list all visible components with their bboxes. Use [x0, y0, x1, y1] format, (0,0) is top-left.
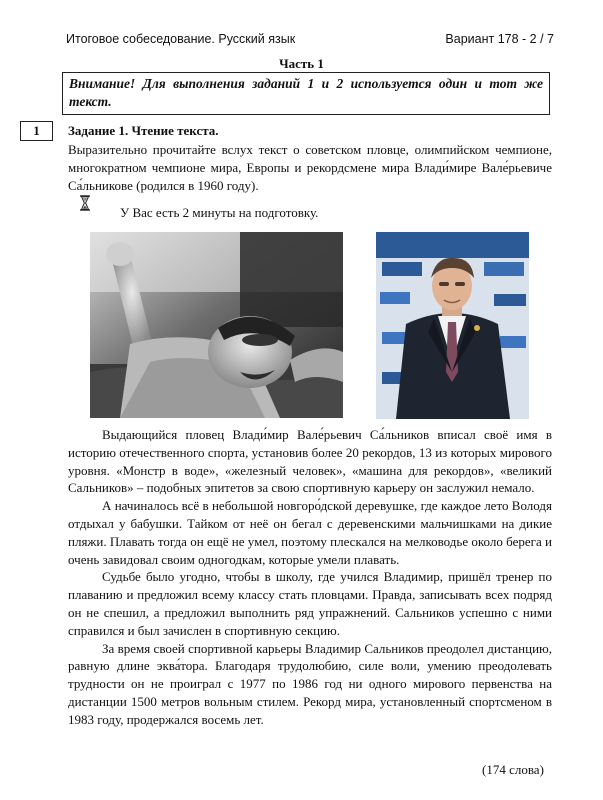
variant-page-number: Вариант 178 - 2 / 7	[445, 32, 554, 46]
text-paragraph: За время своей спортивной карьеры Владимир Сальников преодолел дистанцию, равную длине эква́тора. Благодаря трудолюбию, силе воли, умению преодолевать трудности он не проиграл с 1977 по 1986 год ни одного мирового первенства на дистанции 1500 метров вольным стилем. Рекорд мира, установленный спортсменом в 1983 году, продержался восемь лет.	[68, 640, 552, 727]
task-title: Задание 1. Чтение текста.	[68, 123, 219, 138]
swimmer-celebration-photo	[90, 232, 343, 418]
text-paragraph: А начиналось всё в небольшой новгоро́дской деревушке, где каждое лето Володя отдыхал у бабушки. Тайком от неё он бегал с деревенскими мальчишками на дикие пляжи. Плавать тогда он ещё не умел, поэтому плескался на мелководье около берега и очень завидовал своим одногодкам, которые умели плавать.	[68, 498, 552, 567]
part-title: Часть 1	[279, 56, 324, 71]
text-paragraph: Судьбе было угодно, чтобы в школу, где учился Владимир, пришёл тренер по плаванию и предложил всему классу стать пловцами. Правда, записывать всех подряд он не спешил, а предложил выполнить ряд упражнений. Сальников успешно с ними справился и был зачислен в спортивную секцию.	[68, 569, 552, 638]
text-paragraph: Выдающийся пловец Влади́мир Вале́рьевич Са́льников вписал своё имя в историю отечественного спорта, установив более 20 рекордов, 13 из которых мирового уровня. «Монстр в воде», «железный человек», «машина для рекордов», «великий Сальников» – подобных эпитетов за свою спортивную карьеру он заслужил немало.	[68, 427, 552, 496]
task-instructions: Выразительно прочитайте вслух текст о советском пловце, олимпийском чемпионе, многократном чемпионе мира, Европы и рекордсмене мира Влади́мире Вале́рьевиче Са́льникове (родился в 1960 году).	[68, 142, 552, 193]
exam-title: Итоговое собеседование. Русский язык	[66, 32, 296, 46]
official-portrait-photo	[376, 232, 529, 419]
hourglass-icon	[78, 195, 92, 211]
word-count: (174 слова)	[482, 762, 544, 777]
task-number-box: 1	[20, 121, 53, 141]
preparation-time-note: У Вас есть 2 минуты на подготовку.	[120, 205, 319, 220]
reading-text	[68, 426, 552, 729]
attention-notice: Внимание! Для выполнения заданий 1 и 2 используется один и тот же текст.	[62, 72, 550, 115]
page-header	[66, 32, 554, 46]
